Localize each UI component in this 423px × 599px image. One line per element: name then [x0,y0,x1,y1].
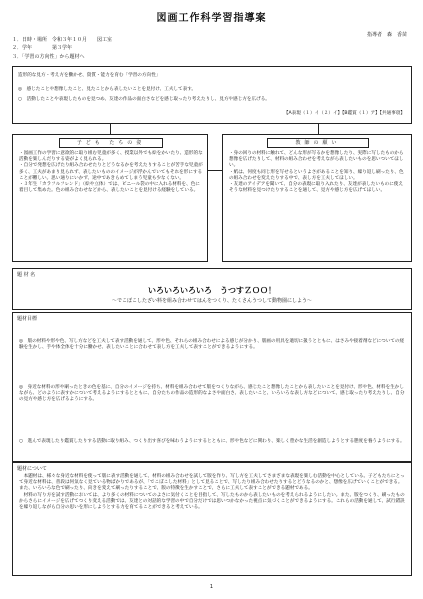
about-label: 題材について [17,466,47,472]
about-box [12,462,412,576]
info-line-direction: ３．「学習の方向性」から題材へ [12,53,85,60]
connector-line [318,124,319,134]
instructor-line: 指導者 森 香苗 [366,32,407,38]
direction-tags: 【A表現（１）イ（２）イ】【B鑑賞（１）ア】【共通事項】 [283,111,405,116]
page-title: 図画工作科学習指導案 [156,13,267,24]
theme-subtitle: ～でこぼこしたざい料を組み合わせてはんをつくり、たくさんうつして動物園にしよう～ [111,298,312,304]
info-line-grade: ２．学年 第３学年 [12,45,73,52]
direction-intro: 造形的な見方・考え方を働かせ、資質・能力を育む「学習の方向性」 [18,73,161,78]
info-line-date: １．日時・場所 令和３年１０月 図工室 [12,37,113,43]
teacher-text: ・身の回りの材料に触れて、どんな形が写るかを想像したり、実際に写したものから想像を広げたりして、材料の組み合わせを考えながら表したいものを思いついてほしい。 ・紙は、何度も同じ形を写せるというよさがあることを知り、繰り返し刷ったり、色の組み合わせを変えたりする中で、表し方を工夫してほしい。 ・友達のアイデアを聞いて、自分の表現に取り入れたり、友達が表したいものに使えそうな材料を見つけたりすることを通して、見方や感じ方を広げてほしい。 [229,151,404,194]
page-number: 1 [209,584,214,590]
connector-line [208,170,222,171]
direction-item-2: ○ 活動したことや表現したものを見つめ、友達の作品の面白さなどを感じ取ったり考えたりし、見方や感じ方を広げる。 [18,97,270,102]
teacher-box [222,134,412,262]
info-block [12,36,112,61]
goal-item-3: ○ 進んで表現したり鑑賞したりする活動に取り組み、つくり出す喜びを味わうようにするとともに、形や色などに関わり、楽しく豊かな生活を創造しようとする態度を養うようにする。 [19,439,405,444]
children-text: ・図画工作の学習に意欲的に取り組む児童が多く、授業以外でも絵をかいたり、造形的な活動を楽しんだりする姿がよく見られる。 ・自分で発想を広げたり組み合わせたりとどうなるかを考えたりすることが苦手な児童が多く、工夫があまり見られず、表したいもののイメージが浮かんでいてもそれを形にすることが難しい。思い通りにいかず、途中であきらめてしまう児童も少なくない。 ・３年生「カラフルフレンド」（絵や立体）では、ビニール袋の中に入れる材料を、色に着目して集めた。色の組み合わせなどから、表したいことを見付ける経験をしている。 [19,151,203,194]
goals-box [12,312,412,462]
goals-label: 題材目標 [17,316,38,322]
goal-item-1: ◎ 版の材料や形や色、写し方などを工夫して表す活動を通して、形や色、それらの組み合わせによる感じが分かり、版画の用具を適切に扱うとともに、はさみや接着剤などについての経験を生かし、手や体全体を十分に働かせ、表したいことに合わせて表し方を工夫して表すことができるようにする。 [19,339,405,351]
children-box [12,134,208,262]
direction-item-1: ◎ 感じたことや想像したこと、見たことから表したいことを見付け、工夫して表す。 [18,87,197,92]
theme-title: いろいろいろいろ うつすＺＯＯ！ [148,286,276,295]
children-header: 子ども たちの姿 [76,140,146,146]
connector-line [110,124,111,134]
theme-box [12,268,412,310]
theme-label: 題 材 名 [17,272,36,278]
goal-item-2: ◎ 身近な材料の形や刷ったときの色を基に、自分のイメージを持ち、材料を組み合わせて版をつくりながら、感じたこと想像したことから表したいことを見付け、形や色、材料を生かしながら、どのように表すかについて考えるようにするとともに、自分たちの作品の造形的なよさや面白さ、表したいこと、いろいろな表し方などについて、感じ取ったり考えたりし、自分の見方や感じ方を広げるようにする。 [19,385,405,403]
about-text: 本題材は、様々な身近な材料を使って版に表す活動を通して、材料の組み合わせを試して版を作り、写し方を工夫してさまざまな表現を楽しむ活動を中心としている。子どもたちにとって身近な材料は、普段は何気なく見ている物ばかりであるが、「でこぼこした材料」として見ることで、写したり組み合わせたりするとどうなるのかと、想像を広げていくことができる。また、いろいろな色で刷ったり、向きを変えて刷ったりすることで、版の特徴を生かすことで、さらに工夫して表すことができる題材である。 材料の写り方を試す活動においては、より多くの材料についてのよさに気付くことを目指して、写したものから表したいものを考えられるようにしたい。また、版をつくり、刷ったものからさらにイメージを広げてつくり変える活動では、友達との対話的な学習の中で自分だけでは思いつかなかった視点に気づくことができるようにする。これらの活動を通して、試行錯誤を繰り返しながら自分の思いを形にしようとする力を育てることができると考えている。 [19,474,405,511]
teacher-header: 教師の願い [295,140,341,146]
direction-box [12,66,412,124]
